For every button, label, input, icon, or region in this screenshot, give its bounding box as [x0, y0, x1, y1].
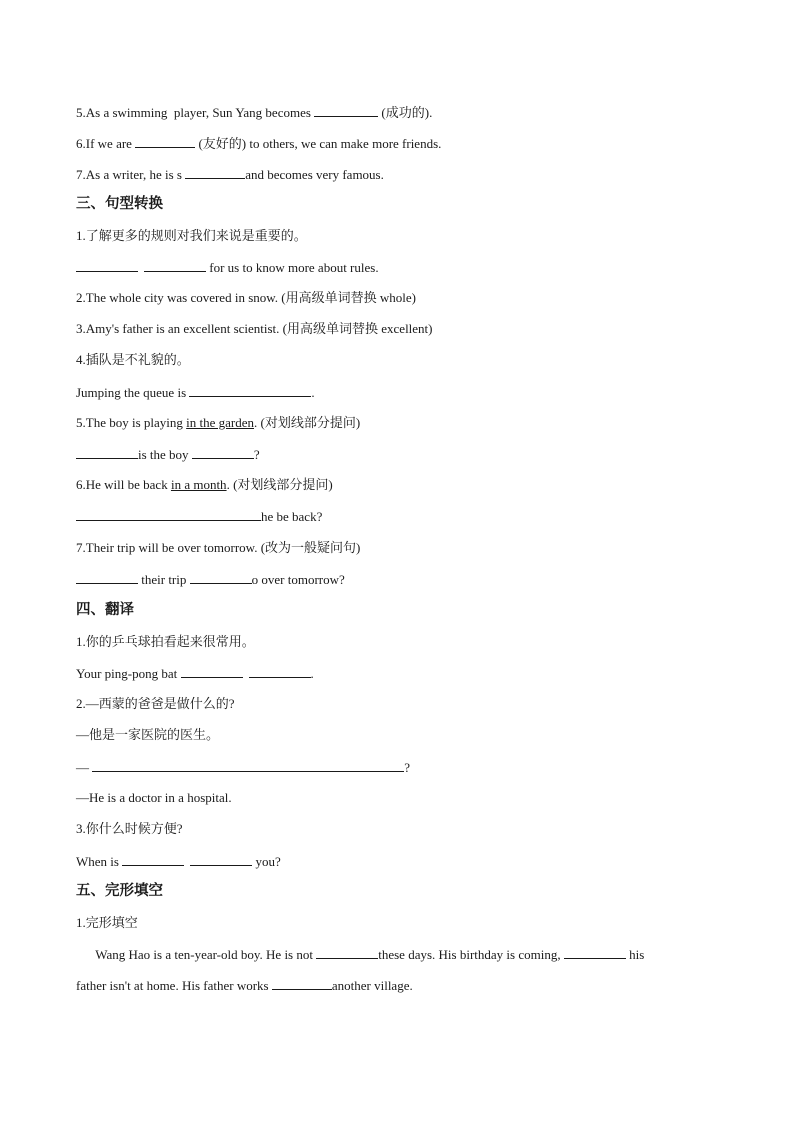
question-3-7: 7.Their trip will be over tomorrow. (改为一般疑问句) [76, 540, 361, 555]
question-4-2-line2: —他是一家医院的医生。 [76, 727, 220, 742]
answer-blank[interactable] [190, 570, 252, 584]
answer-blank[interactable] [92, 758, 404, 772]
underlined-phrase: in a month [170, 477, 227, 492]
section-heading-5: 五、完形填空 [76, 883, 163, 899]
answer-blank[interactable] [185, 165, 245, 179]
answer-blank[interactable] [76, 445, 138, 459]
section-heading-3: 三、句型转换 [76, 196, 163, 212]
answer-blank[interactable] [316, 945, 378, 959]
answer-blank[interactable] [76, 570, 138, 584]
cloze-subheading: 1.完形填空 [76, 915, 138, 930]
answer-blank[interactable] [192, 445, 254, 459]
answer-blank[interactable] [190, 852, 252, 866]
answer-line-3-1: for us to know more about rules. [76, 258, 379, 277]
cloze-paragraph-line-1: Wang Hao is a ten-year-old boy. He is not these days. His birthday is coming, his [76, 947, 645, 962]
question-3-4: 4.插队是不礼貌的。 [76, 352, 190, 367]
answer-blank[interactable] [564, 945, 626, 959]
answer-blank[interactable] [249, 664, 311, 678]
question-2-7: 7.As a writer, he is s and becomes very famous. [76, 167, 384, 182]
answer-blank[interactable] [135, 134, 195, 148]
question-3-6: 6.He will be back in a month. (对划线部分提问) [76, 477, 333, 492]
answer-line-3-5: is the boy ? [76, 445, 260, 464]
answer-blank[interactable] [122, 852, 184, 866]
answer-line-3-4: Jumping the queue is . [76, 385, 315, 400]
answer-blank[interactable] [314, 103, 378, 117]
section-heading-4: 四、翻译 [76, 602, 134, 618]
answer-line-4-1: Your ping-pong bat . [76, 666, 314, 681]
question-3-3: 3.Amy's father is an excellent scientist. (用高级单词替换 excellent) [76, 321, 433, 336]
question-4-3: 3.你什么时候方便? [76, 821, 183, 836]
answer-blank[interactable] [272, 976, 332, 990]
answer-line-4-2: — ? [76, 760, 411, 775]
question-4-1: 1.你的乒乓球拍看起来很常用。 [76, 634, 255, 649]
cloze-paragraph-line-2: father isn't at home. His father works another village. [76, 978, 413, 993]
answer-blank[interactable] [76, 258, 138, 272]
question-4-2: 2.—西蒙的爸爸是做什么的? [76, 696, 235, 711]
answer-blank[interactable] [189, 383, 311, 397]
answer-line-4-3: When is you? [76, 854, 281, 869]
underlined-phrase: in the garden [186, 415, 255, 430]
question-2-6: 6.If we are (友好的) to others, we can make more friends. [76, 136, 442, 151]
question-3-1: 1.了解更多的规则对我们来说是重要的。 [76, 228, 307, 243]
answer-blank[interactable] [76, 507, 261, 521]
answer-blank[interactable] [144, 258, 206, 272]
reply-line-4-2: —He is a doctor in a hospital. [76, 790, 232, 805]
answer-line-3-6: he be back? [76, 507, 322, 526]
question-3-5: 5.The boy is playing in the garden. (对划线部分提问) [76, 415, 361, 430]
answer-line-3-7: their trip o over tomorrow? [76, 570, 345, 589]
question-2-5: 5.As a swimming player, Sun Yang becomes (成功的). [76, 105, 433, 120]
question-3-2: 2.The whole city was covered in snow. (用高级单词替换 whole) [76, 290, 416, 305]
answer-blank[interactable] [181, 664, 243, 678]
